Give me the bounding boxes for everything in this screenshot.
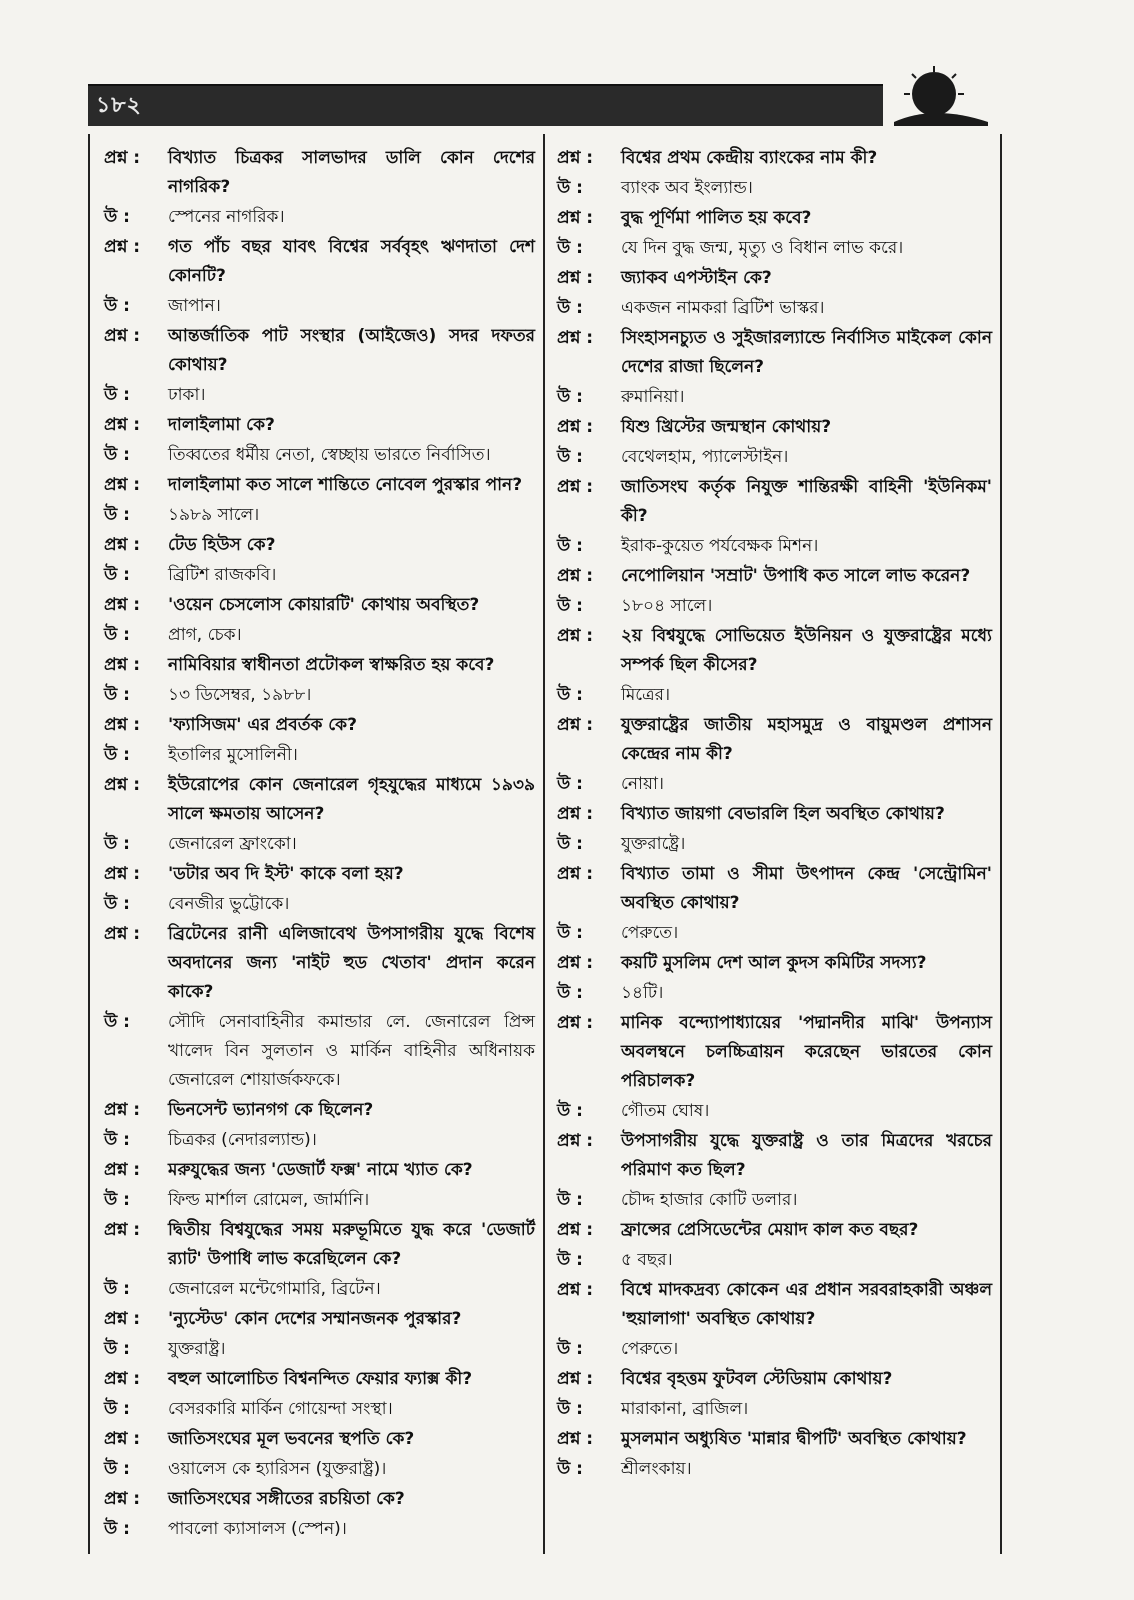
answer-item [557,830,992,859]
question-label: প্রশ্ন : [104,775,141,795]
answer-label: উ : [557,1190,583,1210]
answer-item [104,561,535,590]
question-text: আন্তর্জাতিক পাট সংস্থার (আইজেও) সদর দফতর কোথায়? [168,326,535,375]
question-text: দ্বিতীয় বিশ্বযুদ্ধের সময় মরুভূমিতে যুদ্ধ করে 'ডেজার্ট র‍্যাট' উপাধি লাভ করেছিলেন কে? [168,1220,535,1269]
question-text: যুক্তরাষ্ট্রের জাতীয় মহাসমুদ্র ও বায়ুমণ্ডল প্রশাসন কেন্দ্রের নাম কী? [621,715,992,764]
question-label: প্রশ্ন : [104,1489,141,1509]
page [88,78,1003,1568]
answer-text: জেনারেল ফ্রাংকো। [168,834,297,854]
answer-label: উ : [104,1339,130,1359]
answer-text: যুক্তরাষ্ট্রে। [621,834,686,854]
answer-item [104,1008,535,1095]
answer-text: মিত্রের। [621,685,671,705]
answer-item [557,383,992,412]
answer-label: উ : [557,298,583,318]
question-text: গত পাঁচ বছর যাবৎ বিশ্বের সর্ববৃহৎ ঋণদাতা দেশ কোনটি? [168,237,535,286]
question-label: প্রশ্ন : [557,566,594,586]
answer-item [557,979,992,1008]
answer-item [557,681,992,710]
question-item [557,144,992,173]
question-label: প্রশ্ন : [104,415,141,435]
question-label: প্রশ্ন : [557,417,594,437]
question-text: ব্রিটেনের রানী এলিজাবেথ উপসাগরীয় যুদ্ধে বিশেষ অবদানের জন্য 'নাইট হুড খেতাব' প্রদান করেন কাকে? [168,924,535,1002]
question-text: 'ওয়েন চেসলোস কোয়ারটি' কোথায় অবস্থিত? [168,595,480,615]
question-label: প্রশ্ন : [104,1309,141,1329]
answer-item [104,830,535,859]
answer-text: যে দিন বুদ্ধ জন্ম, মৃত্যু ও বিধান লাভ করে। [621,238,904,258]
answer-label: উ : [104,1399,130,1419]
question-text: বিখ্যাত জায়গা বেভারলি হিল অবস্থিত কোথায়? [621,804,945,824]
answer-label: উ : [557,536,583,556]
question-label: প্রশ্ন : [104,655,141,675]
question-item [557,1127,992,1185]
question-item [104,1425,535,1454]
question-item [557,264,992,293]
answer-label: উ : [557,834,583,854]
answer-text: ১৯৮৯ সালে। [168,505,260,525]
question-label: প্রশ্ন : [557,1369,594,1389]
answer-item [104,1515,535,1544]
question-item [104,531,535,560]
question-label: প্রশ্ন : [557,208,594,228]
answer-text: স্পেনের নাগরিক। [168,207,285,227]
question-text: দালাইলামা কে? [168,415,275,435]
question-item [557,1276,992,1334]
answer-label: উ : [104,296,130,316]
question-item [104,471,535,500]
answer-text: ১৮০৪ সালে। [621,596,713,616]
question-text: জাতিসংঘের সঙ্গীতের রচয়িতা কে? [168,1489,405,1509]
answer-text: ওয়ালেস কে হ্যারিসন (যুক্তরাষ্ট্র)। [168,1459,387,1479]
answer-text: পেরুতে। [621,923,679,943]
question-label: প্রশ্ন : [557,328,594,348]
question-item [104,1156,535,1185]
question-item [557,204,992,233]
answer-text: বেথেলহাম, প্যালেস্টাইন। [621,447,789,467]
answer-item [104,621,535,650]
answer-label: উ : [557,178,583,198]
answer-text: ইরাক-কুয়েত পর্যবেক্ষক মিশন। [621,536,819,556]
question-label: প্রশ্ন : [104,326,141,346]
question-text: নামিবিয়ার স্বাধীনতা প্রটোকল স্বাক্ষরিত হয় কবে? [168,655,495,675]
question-item [104,1305,535,1334]
question-label: প্রশ্ন : [104,595,141,615]
answer-text: গৌতম ঘোষ। [621,1101,710,1121]
answer-text: ঢাকা। [168,385,206,405]
question-text: জ্যাকব এপস্টাইন কে? [621,268,772,288]
answer-item [557,532,992,561]
answer-text: ১৩ ডিসেম্বর, ১৯৮৮। [168,685,312,705]
question-label: প্রশ্ন : [557,953,594,973]
question-item [557,860,992,918]
answer-item [104,1275,535,1304]
question-label: প্রশ্ন : [104,1160,141,1180]
question-item [104,144,535,202]
question-label: প্রশ্ন : [104,237,141,257]
answer-item [104,441,535,470]
question-label: প্রশ্ন : [557,268,594,288]
answer-label: উ : [104,1130,130,1150]
answer-text: প্রাগ, চেক। [168,625,242,645]
question-text: যিশু খ্রিস্টের জন্মস্থান কোথায়? [621,417,832,437]
answer-item [104,1126,535,1155]
question-text: বহুল আলোচিত বিশ্বনন্দিত ফেয়ার ফ্যাক্স কী? [168,1369,473,1389]
question-text: বিশ্বের প্রথম কেন্দ্রীয় ব্যাংকের নাম কী? [621,148,878,168]
page-header [88,84,883,126]
question-item [557,1216,992,1245]
question-text: ভিনসেন্ট ভ্যানগগ কে ছিলেন? [168,1100,374,1120]
answer-label: উ : [104,1519,130,1539]
answer-item [104,1395,535,1424]
answer-item [557,592,992,621]
question-label: প্রশ্ন : [557,1131,594,1151]
answer-item [557,174,992,203]
answer-label: উ : [104,565,130,585]
answer-text: পাবলো ক্যাসালস (স্পেন)। [168,1519,347,1539]
question-label: প্রশ্ন : [104,924,141,944]
left-column [88,134,545,1554]
question-text: ফ্রান্সের প্রেসিডেন্টের মেয়াদ কাল কত বছর? [621,1220,919,1240]
question-label: প্রশ্ন : [104,475,141,495]
question-label: প্রশ্ন : [104,535,141,555]
question-text: সিংহাসনচ্যুত ও সুইজারল্যান্ডে নির্বাসিত মাইকেল কোন দেশের রাজা ছিলেন? [621,328,992,377]
question-label: প্রশ্ন : [104,1100,141,1120]
answer-label: উ : [104,445,130,465]
answer-text: মারাকানা, ব্রাজিল। [621,1399,749,1419]
answer-item [104,1186,535,1215]
question-text: কয়টি মুসলিম দেশ আল কুদস কমিটির সদস্য? [621,953,927,973]
answer-text: যুক্তরাষ্ট্র। [168,1339,226,1359]
answer-item [557,1186,992,1215]
answer-text: একজন নামকরা ব্রিটিশ ভাস্কর। [621,298,825,318]
answer-text: ৫ বছর। [621,1250,673,1270]
question-text: উপসাগরীয় যুদ্ধে যুক্তরাষ্ট্র ও তার মিত্রদের খরচের পরিমাণ কত ছিল? [621,1131,992,1180]
answer-text: তিব্বতের ধর্মীয় নেতা, স্বেচ্ছায় ভারতে নির্বাসিত। [168,445,491,465]
answer-label: উ : [557,1459,583,1479]
question-text: মানিক বন্দ্যোপাধ্যায়ের 'পদ্মানদীর মাঝি' উপন্যাস অবলম্বনে চলচ্চিত্রায়ন করেছেন ভারতের কোন পরিচালক? [621,1013,992,1091]
question-text: 'ফ্যাসিজম' এর প্রবর্তক কে? [168,715,357,735]
question-label: প্রশ্ন : [557,864,594,884]
answer-text: ব্রিটিশ রাজকবি। [168,565,277,585]
question-item [557,324,992,382]
qa-columns [88,134,1003,1554]
answer-text: ব্যাংক অব ইংল্যান্ড। [621,178,753,198]
question-item [104,920,535,1007]
answer-label: উ : [557,447,583,467]
question-item [557,413,992,442]
answer-item [104,890,535,919]
answer-text: বেনজীর ভুট্টোকে। [168,894,290,914]
answer-text: নোয়া। [621,774,664,794]
question-item [557,1009,992,1096]
question-item [557,562,992,591]
answer-label: উ : [104,894,130,914]
answer-text: রুমানিয়া। [621,387,685,407]
question-item [557,1365,992,1394]
answer-text: শ্রীলংকায়। [621,1459,692,1479]
question-label: প্রশ্ন : [557,626,594,646]
answer-label: উ : [104,385,130,405]
question-item [557,949,992,978]
question-label: প্রশ্ন : [557,1013,594,1033]
question-label: প্রশ্ন : [104,1429,141,1449]
answer-label: উ : [557,1339,583,1359]
answer-item [557,1246,992,1275]
question-item [557,1425,992,1454]
answer-label: উ : [104,1279,130,1299]
answer-label: উ : [557,1101,583,1121]
answer-text: সৌদি সেনাবাহিনীর কমান্ডার লে. জেনারেল প্রিন্স খালেদ বিন সুলতান ও মার্কিন বাহিনীর অধিনায়ক জেনারেল শোয়ার্জকফকে। [168,1012,535,1090]
answer-label: উ : [104,625,130,645]
question-item [557,800,992,829]
answer-label: উ : [104,1459,130,1479]
answer-text: বেসরকারি মার্কিন গোয়েন্দা সংস্থা। [168,1399,393,1419]
answer-text: ইতালির মুসোলিনী। [168,745,298,765]
answer-item [104,1335,535,1364]
answer-label: উ : [557,983,583,1003]
answer-text: জাপান। [168,296,221,316]
question-label: প্রশ্ন : [104,1220,141,1240]
question-text: জাতিসংঘ কর্তৃক নিযুক্ত শান্তিরক্ষী বাহিনী 'ইউনিকম' কী? [621,477,992,526]
question-text: বিশ্বের বৃহত্তম ফুটবল স্টেডিয়াম কোথায়? [621,1369,893,1389]
question-label: প্রশ্ন : [104,148,141,168]
question-item [104,322,535,380]
answer-label: উ : [557,238,583,258]
answer-item [557,1395,992,1424]
answer-label: উ : [104,685,130,705]
right-column [545,134,1002,1554]
answer-item [557,919,992,948]
answer-label: উ : [557,774,583,794]
question-label: প্রশ্ন : [557,1220,594,1240]
question-label: প্রশ্ন : [104,864,141,884]
question-text: মরুযুদ্ধের জন্য 'ডেজার্ট ফক্স' নামে খ্যাত কে? [168,1160,473,1180]
answer-item [557,1455,992,1484]
question-label: প্রশ্ন : [104,715,141,735]
question-item [104,1485,535,1514]
question-text: জাতিসংঘের মূল ভবনের স্থপতি কে? [168,1429,415,1449]
question-text: নেপোলিয়ান 'সম্রাট' উপাধি কত সালে লাভ করেন? [621,566,971,586]
question-text: মুসলমান অধ্যুষিত 'মান্নার দ্বীপটি' অবস্থিত কোথায়? [621,1429,967,1449]
answer-text: ১৪টি। [621,983,664,1003]
answer-label: উ : [104,1012,130,1032]
question-text: ২য় বিশ্বযুদ্ধে সোভিয়েত ইউনিয়ন ও যুক্তরাষ্ট্রের মধ্যে সম্পর্ক ছিল কীসের? [621,626,992,675]
question-text: বুদ্ধ পূর্ণিমা পালিত হয় কবে? [621,208,812,228]
answer-label: উ : [557,685,583,705]
answer-label: উ : [557,1250,583,1270]
question-item [557,622,992,680]
answer-label: উ : [104,1190,130,1210]
answer-item [557,1335,992,1364]
answer-item [557,234,992,263]
question-label: প্রশ্ন : [557,804,594,824]
question-label: প্রশ্ন : [557,1280,594,1300]
answer-label: উ : [557,1399,583,1419]
answer-label: উ : [104,505,130,525]
answer-text: চৌদ্দ হাজার কোটি ডলার। [621,1190,798,1210]
answer-label: উ : [557,923,583,943]
question-item [104,411,535,440]
question-text: ইউরোপের কোন জেনারেল গৃহযুদ্ধের মাধ্যমে ১৯৩৯ সালে ক্ষমতায় আসেন? [168,775,535,824]
answer-item [104,203,535,232]
question-item [557,711,992,769]
answer-item [104,292,535,321]
page-number: ১৮২ [96,92,142,118]
answer-text: পেরুতে। [621,1339,679,1359]
question-item [104,233,535,291]
question-item [104,771,535,829]
answer-item [557,443,992,472]
question-label: প্রশ্ন : [557,715,594,735]
question-text: বিখ্যাত চিত্রকর সালভাদর ডালি কোন দেশের নাগরিক? [168,148,535,197]
question-text: টেড হিউস কে? [168,535,276,555]
question-item [557,473,992,531]
answer-label: উ : [104,745,130,765]
answer-item [557,770,992,799]
answer-item [104,1455,535,1484]
question-label: প্রশ্ন : [557,1429,594,1449]
question-text: বিশ্বে মাদকদ্রব্য কোকেন এর প্রধান সরবরাহকারী অঞ্চল 'হুয়ালাগা' অবস্থিত কোথায়? [621,1280,992,1329]
question-text: 'ন্যুস্টেড' কোন দেশের সম্মানজনক পুরস্কার? [168,1309,462,1329]
answer-item [557,294,992,323]
answer-text: চিত্রকর (নেদারল্যান্ড)। [168,1130,317,1150]
answer-label: উ : [104,834,130,854]
answer-text: জেনারেল মন্টেগোমারি, ব্রিটেন। [168,1279,381,1299]
answer-item [104,501,535,530]
book-emblem-icon [884,64,996,128]
answer-text: ফিল্ড মার্শাল রোমেল, জার্মানি। [168,1190,370,1210]
question-item [104,651,535,680]
question-item [104,1096,535,1125]
question-item [104,860,535,889]
question-label: প্রশ্ন : [557,148,594,168]
question-text: দালাইলামা কত সালে শান্তিতে নোবেল পুরস্কার পান? [168,475,523,495]
answer-item [104,681,535,710]
answer-label: উ : [104,207,130,227]
answer-label: উ : [557,387,583,407]
question-label: প্রশ্ন : [557,477,594,497]
question-item [104,1216,535,1274]
answer-item [104,381,535,410]
question-item [104,711,535,740]
question-label: প্রশ্ন : [104,1369,141,1389]
question-text: বিখ্যাত তামা ও সীমা উৎপাদন কেন্দ্র 'সেন্ট্রোমিন' অবস্থিত কোথায়? [621,864,992,913]
question-item [104,591,535,620]
answer-label: উ : [557,596,583,616]
answer-item [104,741,535,770]
question-item [104,1365,535,1394]
answer-item [557,1097,992,1126]
question-text: 'ডটার অব দি ইস্ট' কাকে বলা হয়? [168,864,404,884]
